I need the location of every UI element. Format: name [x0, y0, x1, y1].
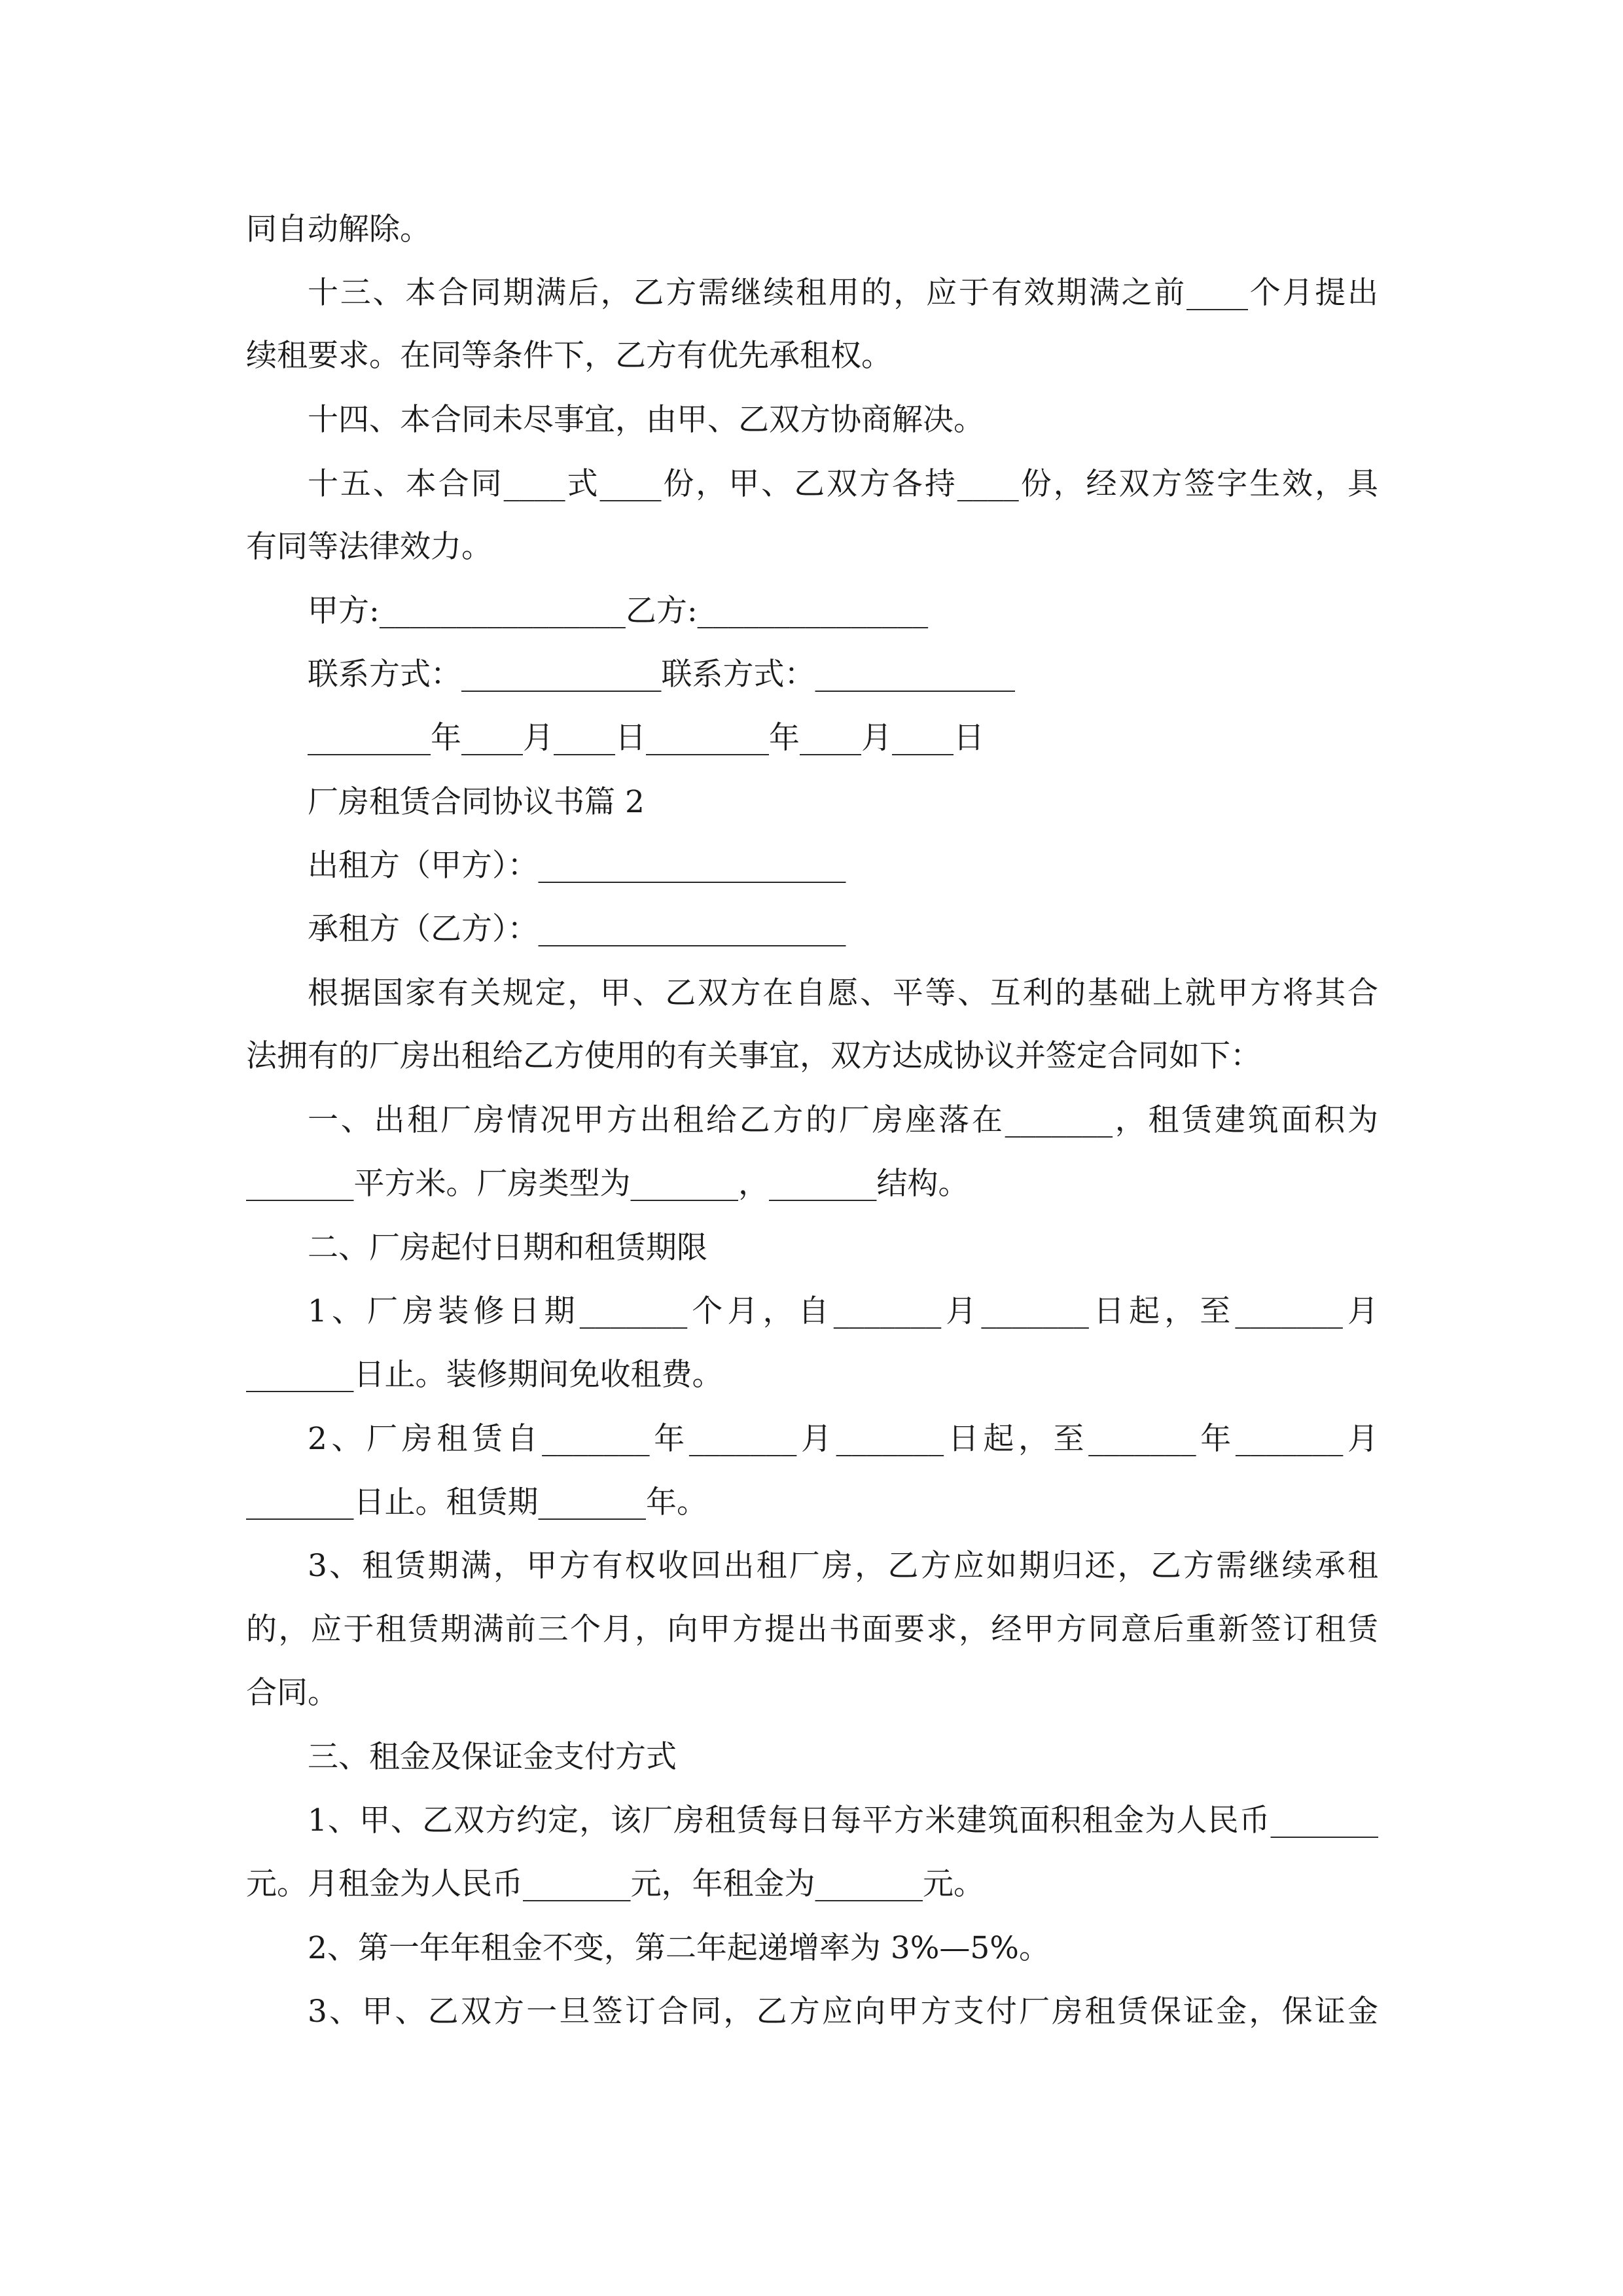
contact-line: 联系方式：_____________联系方式：_____________ — [308, 656, 1015, 692]
text-line: 2、厂房租赁自_______年_______月_______日起，至_______年_______月 — [308, 1421, 1378, 1457]
text-line: 十四、本合同未尽事宜，由甲、乙双方协商解决。 — [308, 402, 984, 438]
text-line: 十五、本合同____式____份，甲、乙双方各持____份，经双方签字生效，具 — [308, 466, 1378, 502]
text-line: 同自动解除。 — [246, 211, 431, 247]
text-line: 元。月租金为人民币_______元，年租金为_______元。 — [246, 1866, 984, 1902]
lessor-line: 出租方（甲方）：____________________ — [308, 848, 846, 884]
text-line: 2、第一年年租金不变，第二年起递增率为 3%—5%。 — [308, 1930, 1050, 1966]
text-line: 法拥有的厂房出租给乙方使用的有关事宜，双方达成协议并签定合同如下： — [246, 1038, 1261, 1074]
text-line: 合同。 — [246, 1675, 338, 1711]
signature-line: 甲方:________________乙方:_______________ — [308, 593, 929, 629]
text-line: 续租要求。在同等条件下，乙方有优先承租权。 — [246, 338, 892, 374]
text-line: 3、甲、乙双方一旦签订合同，乙方应向甲方支付厂房租赁保证金，保证金 — [308, 1994, 1378, 2030]
heading-line: 二、厂房起付日期和租赁期限 — [308, 1230, 707, 1266]
lessee-line: 承租方（乙方）：____________________ — [308, 911, 846, 947]
text-line: _______日止。装修期间免收租费。 — [246, 1357, 723, 1393]
section-title: 厂房租赁合同协议书篇 2 — [308, 784, 645, 820]
text-line: 1、厂房装修日期_______个月，自_______月_______日起，至_______月 — [308, 1293, 1378, 1329]
text-line: 一、出租厂房情况甲方出租给乙方的厂房座落在_______，租赁建筑面积为 — [308, 1102, 1378, 1138]
date-line: ________年____月____日________年____月____日 — [308, 720, 984, 756]
text-line: 根据国家有关规定，甲、乙双方在自愿、平等、互利的基础上就甲方将其合 — [308, 975, 1378, 1011]
text-line: 有同等法律效力。 — [246, 529, 492, 565]
text-line: 的，应于租赁期满前三个月，向甲方提出书面要求，经甲方同意后重新签订租赁 — [246, 1611, 1378, 1647]
text-line: _______平方米。厂房类型为_______，_______结构。 — [246, 1166, 969, 1202]
text-line: 十三、本合同期满后，乙方需继续租用的，应于有效期满之前____个月提出 — [308, 275, 1378, 311]
text-line: 3、租赁期满，甲方有权收回出租厂房，乙方应如期归还，乙方需继续承租 — [308, 1548, 1378, 1584]
text-line: _______日止。租赁期_______年。 — [246, 1484, 707, 1520]
heading-line: 三、租金及保证金支付方式 — [308, 1739, 677, 1775]
text-line: 1、甲、乙双方约定，该厂房租赁每日每平方米建筑面积租金为人民币_______ — [308, 1803, 1378, 1839]
